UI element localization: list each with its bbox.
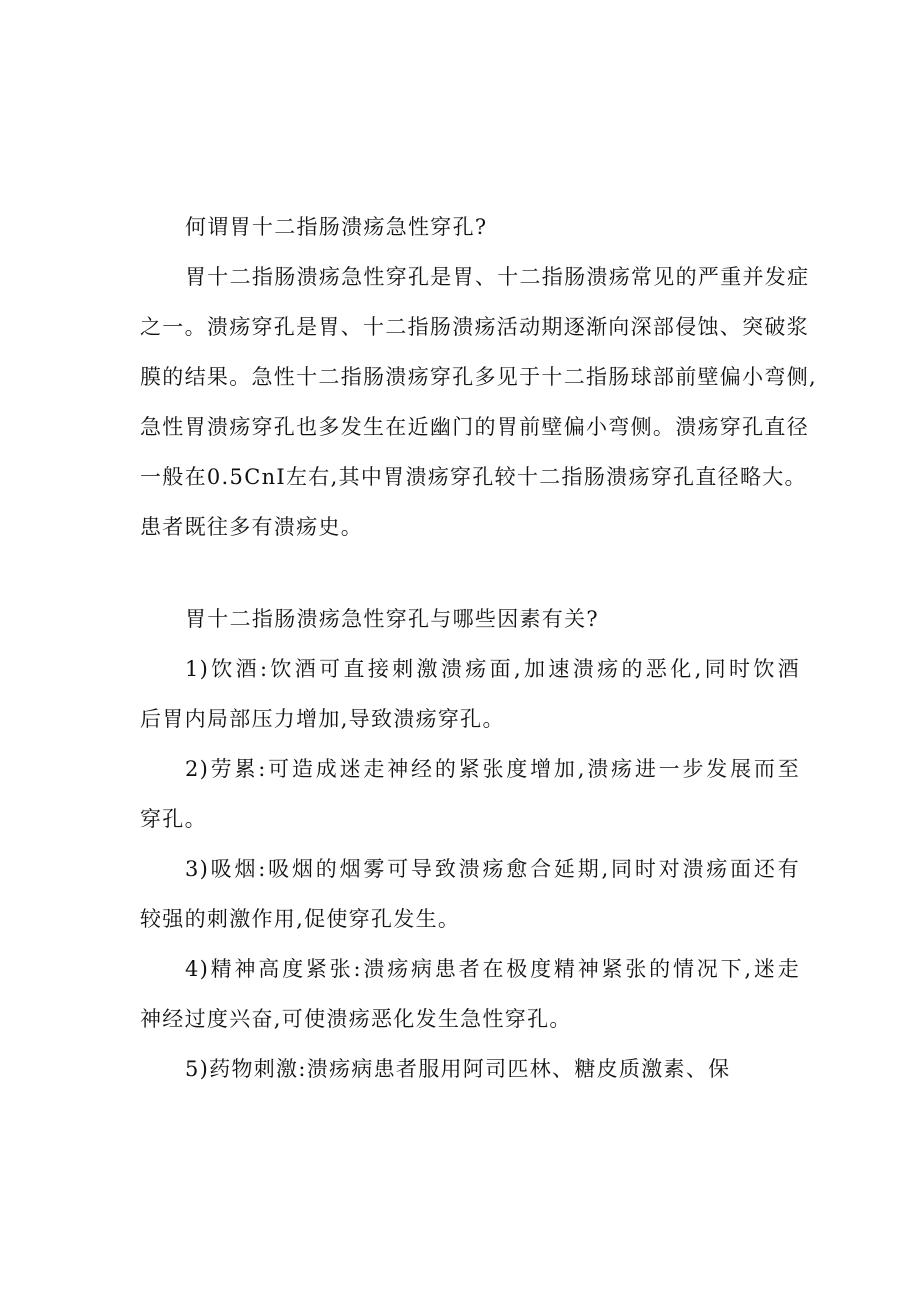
list-item-line: 1)饮酒:饮酒可直接刺激溃疡面,加速溃疡的恶化,同时饮酒 [185,657,800,681]
paragraph-line: 膜的结果。急性十二指肠溃疡穿孔多见于十二指肠球部前壁偏小弯侧, [140,365,817,389]
paragraph-line: 之一。溃疡穿孔是胃、十二指肠溃疡活动期逐渐向深部侵蚀、突破浆 [140,315,809,339]
list-item-line: 5)药物刺激:溃疡病患者服用阿司匹林、糖皮质激素、保 [185,1057,731,1081]
section2-question: 胃十二指肠溃疡急性穿孔与哪些因素有关? [185,607,599,631]
list-item-line: 穿孔。 [140,807,207,831]
paragraph-line: 一般在0.5CnI左右,其中胃溃疡穿孔较十二指肠溃疡穿孔直径略大。 [140,465,807,489]
paragraph-line: 胃十二指肠溃疡急性穿孔是胃、十二指肠溃疡常见的严重并发症 [185,265,810,289]
section1-question: 何谓胃十二指肠溃疡急性穿孔? [185,215,488,239]
list-item-line: 较强的刺激作用,促使穿孔发生。 [140,907,461,931]
list-item-line: 4)精神高度紧张:溃疡病患者在极度精神紧张的情况下,迷走 [185,957,800,981]
list-item-line: 神经过度兴奋,可使溃疡恶化发生急性穿孔。 [140,1007,572,1031]
paragraph-line: 急性胃溃疡穿孔也多发生在近幽门的胃前壁偏小弯侧。溃疡穿孔直径 [140,415,809,439]
list-item-line: 后胃内局部压力增加,导致溃疡穿孔。 [140,707,505,731]
list-item-line: 2)劳累:可造成迷走神经的紧张度增加,溃疡进一步发展而至 [185,757,800,781]
paragraph-line: 患者既往多有溃疡史。 [140,515,363,539]
list-item-line: 3)吸烟:吸烟的烟雾可导致溃疡愈合延期,同时对溃疡面还有 [185,857,800,881]
